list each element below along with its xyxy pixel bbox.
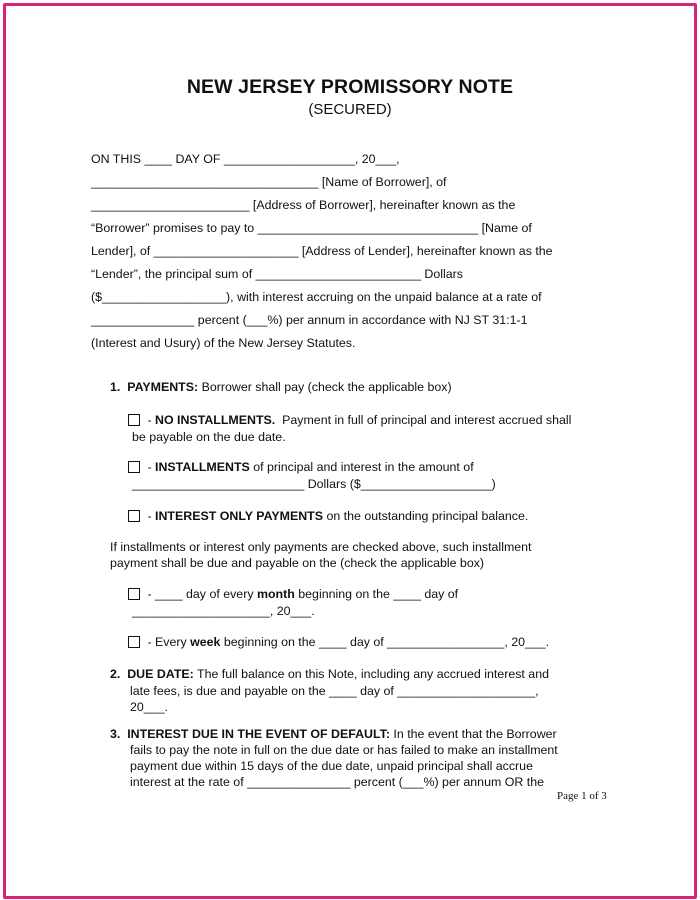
intro-line: “Borrower” promises to pay to ________________________________ [Name of — [91, 221, 532, 235]
section-number: 2. — [110, 667, 121, 681]
section-text-line: late fees, is due and payable on the ____ day of ____________________, — [130, 684, 539, 698]
option-installments: - INSTALLMENTS of principal and interest in the amount of — [128, 460, 474, 474]
installments-checkbox[interactable] — [128, 461, 140, 473]
section-text-line: fails to pay the note in full on the due date or has failed to make an installment — [130, 743, 558, 757]
section-heading: INTEREST DUE IN THE EVENT OF DEFAULT: — [127, 727, 390, 741]
schedule-intro: If installments or interest only payments are checked above, such installment — [110, 540, 532, 554]
section-text-line: interest at the rate of _______________ percent (___%) per annum OR the — [130, 775, 544, 789]
interest-only-checkbox[interactable] — [128, 510, 140, 522]
option-text-line: _________________________ Dollars ($___________________) — [132, 477, 496, 491]
section-payments — [110, 380, 452, 394]
intro-line: _________________________________ [Name of Borrower], of — [91, 175, 447, 189]
intro-line: ON THIS ____ DAY OF ___________________, 20___, — [91, 152, 400, 166]
intro-line: Lender], of _____________________ [Address of Lender], hereinafter known as the — [91, 244, 553, 258]
section-number: 1. — [110, 380, 121, 394]
monthly-checkbox[interactable] — [128, 588, 140, 600]
no-installments-checkbox[interactable] — [128, 414, 140, 426]
option-label: INSTALLMENTS — [155, 460, 250, 474]
intro-line: _______________ percent (___%) per annum in accordance with NJ ST 31:1-1 — [91, 313, 528, 327]
option-label: NO INSTALLMENTS. — [155, 413, 276, 427]
section-number: 3. — [110, 727, 121, 741]
section-due-date: 2. DUE DATE: The full balance on this Note, including any accrued interest and — [110, 667, 549, 681]
section-text-line: 20___. — [130, 700, 168, 714]
option-label: INTEREST ONLY PAYMENTS — [155, 509, 324, 523]
section-text: Borrower shall pay (check the applicable box) — [198, 380, 452, 394]
option-monthly: - ____ day of every month beginning on the ____ day of — [128, 587, 458, 601]
option-label: month — [256, 587, 295, 601]
section-heading: DUE DATE: — [127, 667, 194, 681]
intro-line: “Lender”, the principal sum of ________________________ Dollars — [91, 267, 463, 281]
option-label: week — [190, 635, 221, 649]
document-subtitle: (SECURED) — [308, 101, 392, 118]
section-heading: PAYMENTS: — [127, 380, 199, 394]
option-weekly: - Every week beginning on the ____ day of _________________, 20___. — [128, 635, 549, 649]
section-text-line: payment due within 15 days of the due date, unpaid principal shall accrue — [130, 759, 533, 773]
section-interest-default: 3. INTEREST DUE IN THE EVENT OF DEFAULT: In the event that the Borrower — [110, 727, 557, 741]
page-number: Page 1 of 3 — [557, 790, 607, 802]
weekly-checkbox[interactable] — [128, 636, 140, 648]
option-text-line: ____________________, 20___. — [132, 604, 315, 618]
intro-line: _______________________ [Address of Borrower], hereinafter known as the — [91, 198, 516, 212]
option-text-line: be payable on the due date. — [132, 430, 286, 444]
schedule-intro: payment shall be due and payable on the (check the applicable box) — [110, 556, 485, 570]
option-interest-only: - INTEREST ONLY PAYMENTS on the outstanding principal balance. — [128, 509, 528, 523]
intro-line: (Interest and Usury) of the New Jersey Statutes. — [91, 336, 356, 350]
document-title: NEW JERSEY PROMISSORY NOTE — [186, 76, 514, 98]
option-no-installments: - NO INSTALLMENTS. Payment in full of principal and interest accrued shall — [128, 413, 571, 427]
intro-line: ($__________________), with interest accruing on the unpaid balance at a rate of — [91, 290, 542, 304]
